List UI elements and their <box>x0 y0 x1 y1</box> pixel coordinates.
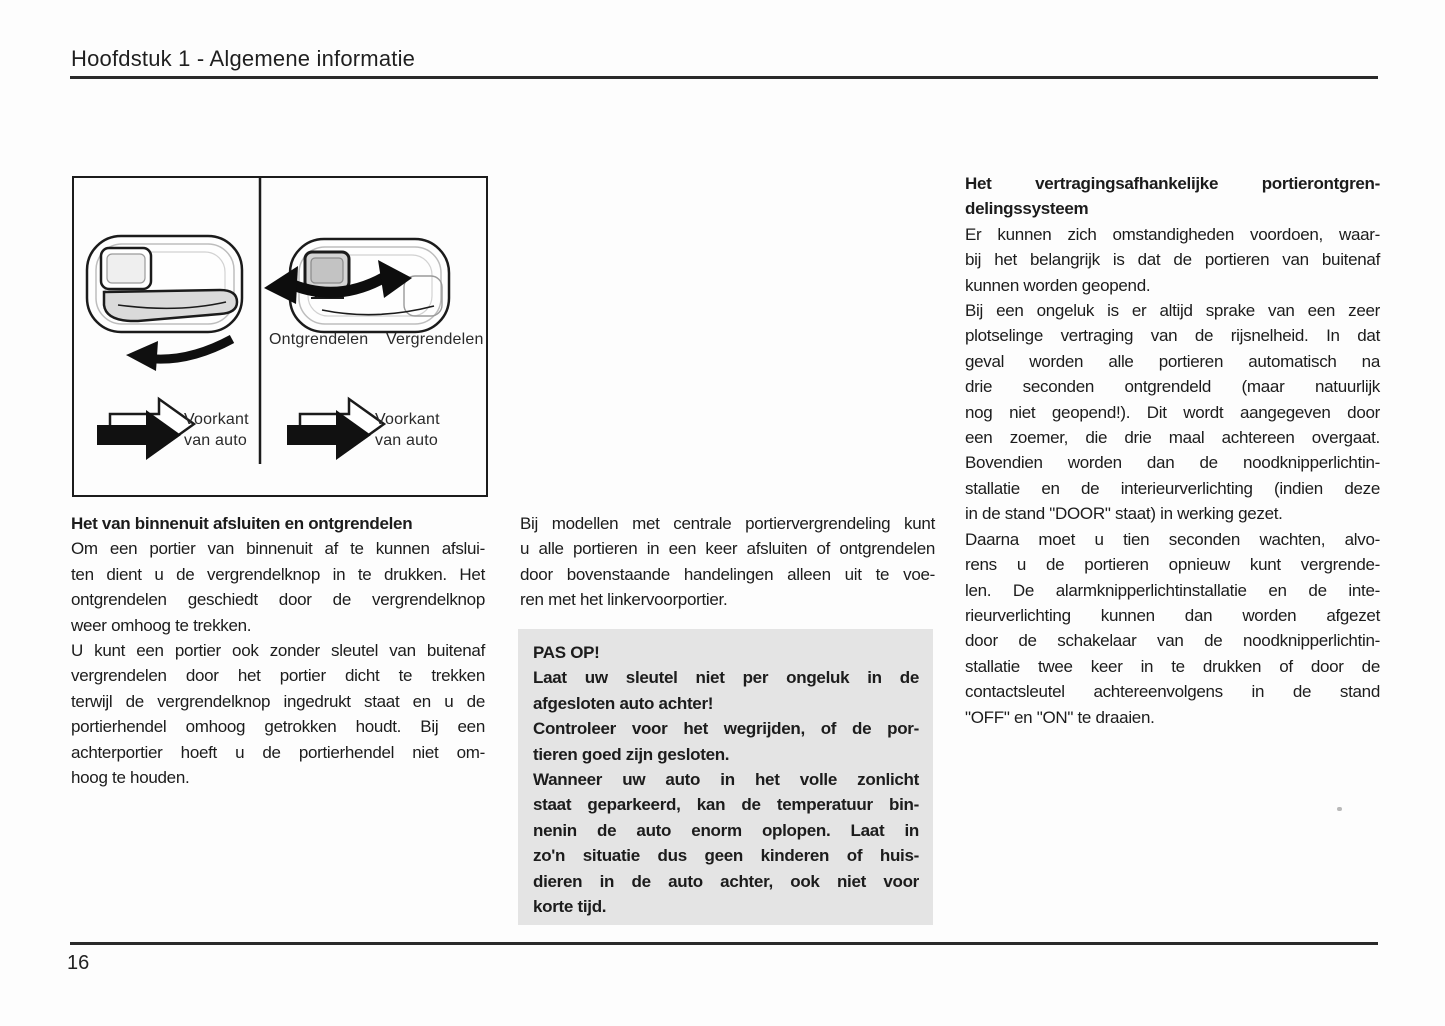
warning-paragraph <box>533 767 919 919</box>
text-line: hoog te houden. <box>71 768 190 788</box>
text-line: dieren in de auto achter, ook niet voor <box>533 871 919 891</box>
text-line: tieren goed zijn gesloten. <box>533 744 730 764</box>
left-column <box>71 511 485 790</box>
door-lock-figure <box>72 176 488 497</box>
text-line: weer omhoog te trekken. <box>71 615 252 635</box>
text-line: delingssysteem <box>965 199 1089 219</box>
front-of-car-label-line1: Voorkant <box>375 411 440 428</box>
text-line: stallatie twee keer in te drukken of door de <box>965 656 1380 676</box>
text-line: korte tijd. <box>533 897 607 917</box>
text-line: Wanneer uw auto in het volle zonlicht <box>533 770 919 790</box>
warning-title: PAS OP! <box>533 643 600 662</box>
page-number: 16 <box>67 952 90 974</box>
text-line: Bij modellen met centrale portiervergrendeling kunt <box>520 514 935 533</box>
lock-label: Vergrendelen <box>386 331 484 348</box>
paragraph <box>71 638 485 790</box>
text-line: Bij een ongeluk is er altijd sprake van een zeer <box>965 301 1380 321</box>
warning-paragraph <box>533 665 919 716</box>
text-line: een zoemer, die drie maal achtereen overgaat. <box>965 428 1380 448</box>
text-line: bij het belangrijk is dat de portieren van buitenaf <box>965 250 1380 270</box>
text-line: plotselinge vertraging van de rijsnelheid. In dat <box>965 326 1380 346</box>
text-line: portierhendel omhoog getrokken houdt. Bij een <box>71 717 485 737</box>
right-column <box>965 171 1380 730</box>
section-heading-inside-locking: Het van binnenuit afsluiten en ontgrendelen <box>71 514 413 533</box>
text-line: drie seconden ontgrendeld (maar natuurlijk <box>965 377 1380 397</box>
text-line: geval worden alle portieren automatisch na <box>965 351 1380 371</box>
unlock-label: Ontgrendelen <box>269 331 369 348</box>
paragraph <box>965 222 1380 298</box>
text-line: u alle portieren in een keer afsluiten of ontgrendelen <box>520 539 935 559</box>
text-line: door de schakelaar van de noodknipperlichtin- <box>965 631 1380 651</box>
warning-box <box>518 629 933 925</box>
text-line: vergrendelen door het portier dicht te trekken <box>71 666 485 686</box>
text-line: nenin de auto enorm oplopen. Laat in <box>533 820 919 840</box>
text-line: Er kunnen zich omstandigheden voordoen, waar- <box>965 224 1380 244</box>
footer-rule <box>70 942 1378 945</box>
text-line: "OFF" en "ON" te draaien. <box>965 707 1155 727</box>
paragraph <box>520 511 935 613</box>
text-line: rens u de portieren opnieuw kunt vergrende- <box>965 555 1380 575</box>
text-line: ontgrendelen geschiedt door de vergrendelknop <box>71 590 485 610</box>
pull-handle-arrow-icon <box>126 339 232 371</box>
front-of-car-label-line1: Voorkant <box>184 411 249 428</box>
text-line: door bovenstaande handelingen alleen uit te voe- <box>520 564 935 584</box>
text-line: zo'n situatie dus geen kinderen of huis- <box>533 846 919 866</box>
text-line: Om een portier van binnenuit af te kunnen afslui- <box>71 539 485 559</box>
front-of-car-label-line2: van auto <box>375 432 438 449</box>
text-line: Het vertragingsafhankelijke portierontgren- <box>965 174 1380 193</box>
text-line: len. De alarmknipperlichtinstallatie en de inte- <box>965 580 1380 600</box>
paragraph <box>965 298 1380 527</box>
text-line: achterportier hoeft u de portierhendel niet om- <box>71 742 485 762</box>
door-handle-inside-lock-icon <box>87 236 242 332</box>
text-line: rieurverlichting kunnen dan worden afgezet <box>965 605 1380 625</box>
text-line: terwijl de vergrendelknop ingedrukt staat en u de <box>71 691 485 711</box>
text-line: stallatie en de interieurverlichting (indien deze <box>965 478 1380 498</box>
front-of-car-label-left <box>184 409 249 451</box>
front-of-car-arrow-left-icon <box>97 399 194 460</box>
text-line: kunnen worden geopend. <box>965 275 1151 295</box>
text-line: U kunt een portier ook zonder sleutel van buitenaf <box>71 641 485 661</box>
section-heading-delay-unlock-system <box>965 171 1380 222</box>
warning-paragraph <box>533 716 919 767</box>
front-of-car-label-line2: van auto <box>184 432 247 449</box>
text-line: staat geparkeerd, kan de temperatuur bin- <box>533 795 919 815</box>
scan-artifact-dot <box>1337 807 1342 811</box>
front-of-car-label-right <box>375 409 440 451</box>
text-line: ten dient u de vergrendelknop in te drukken. Het <box>71 564 485 584</box>
front-of-car-arrow-right-icon <box>287 399 384 460</box>
text-line: Daarna moet u tien seconden wachten, alvo- <box>965 529 1380 549</box>
text-line: Controleer voor het wegrijden, of de por- <box>533 719 919 739</box>
text-line: ren met het linkervoorportier. <box>520 590 728 610</box>
middle-column <box>520 511 935 613</box>
text-line: contactsleutel achtereenvolgens in de stand <box>965 682 1380 702</box>
paragraph <box>965 527 1380 730</box>
paragraph <box>71 536 485 638</box>
text-line: Bovendien worden dan de noodknipperlichtin- <box>965 453 1380 473</box>
text-line: Laat uw sleutel niet per ongeluk in de <box>533 668 919 688</box>
header-rule <box>70 76 1378 79</box>
text-line: nog niet geopend!). Dit wordt aangegeven door <box>965 402 1380 422</box>
text-line: in de stand "DOOR" staat) in werking gezet. <box>965 504 1283 524</box>
chapter-heading: Hoofdstuk 1 - Algemene informatie <box>71 46 416 71</box>
text-line: afgesloten auto achter! <box>533 693 714 713</box>
